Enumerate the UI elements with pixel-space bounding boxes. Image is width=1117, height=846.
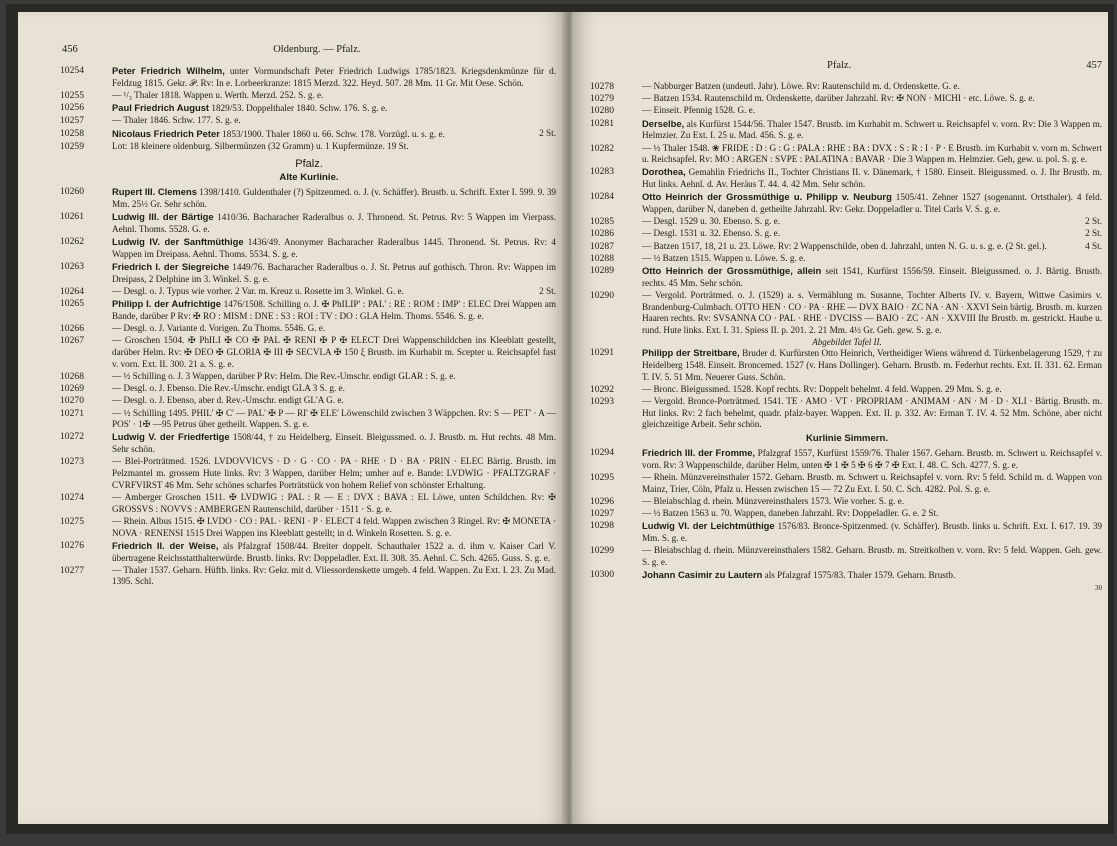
entry-description: 1576/83. Bronce-Spitzenmed. (v. Schäffer). Brustb. links u. Schrift. Ext. I. 617. 19. 39 Mm. S. g. e. xyxy=(642,521,1103,544)
entry-description: Bruder d. Kurfürsten Otto Heinrich, Vertheidiger Wiens während d. Türkenbelagerung 1529, † zu Heidelberg 1548. Einseit. Broncemed. 1527 (v. Hans Dollinger). Geharn. Brustb. m. Federhut rechts. Ext. II. 331. 62. Erman T. IV. 5. 51 Mm. Neuerer Guss. Schön. xyxy=(642,348,1103,382)
entry-description: Lot: 18 kleinere oldenburg. Silbermünzen (32 Gramm) u. 1 Kupfermünze. 19 St. xyxy=(112,140,409,151)
entry-description: 1508/44, † zu Heidelberg. Einseit. Bleigussmed. o. J. Brustb. m. Hut rechts. 48 Mm. Sehr schön. xyxy=(112,432,557,455)
catalog-entry xyxy=(62,540,556,564)
entry-description: — Vergold. Bronce-Porträtmed. 1541. TE · AMO · VT · PROPRIAM · ANIMAM · AN · M · D · XLI · Bärtig. Brustb. m. Hut links. Rv: 2 fach behelmt, quadr. pfalz-bayer. Wappen. Ext. II. p. 332. Av: Erman T. IV. 4. 52 Mm. Schöne, aber nicht gleichzeitige Arbeit. Sehr schön. xyxy=(642,396,1102,430)
entry-description: — Bronc. Bleigussmed. 1528. Kopf rechts. Rv: Doppelt behelmt. 4 feld. Wappen. 29 Mm. S. g. e. xyxy=(642,383,1002,394)
lot-number: 10267 xyxy=(60,335,84,347)
catalog-entry xyxy=(592,241,1102,253)
ruler-name: Derselbe, xyxy=(642,117,685,129)
catalog-entry xyxy=(592,290,1102,337)
lot-number: 10295 xyxy=(590,472,614,484)
lot-number: 10278 xyxy=(590,81,614,92)
entry-description: — ½ Schilling 1495. PHIL' ✠ C' — PAL' ✠ P — RI' ✠ ELE' Löwenschild zwischen 3 Wäppchen. Rv: S — PET' · A — POS' · 1✠ —95 Petrus über getheilt. Wappen. S. g. e. xyxy=(112,407,556,430)
entry-description: — Blei-Porträtmed. 1526. LVDOVVICVS · D · G · CO · PA · RHE · D · BA · PRIN · ELEC Bärtig. Brustb. im Pelzmantel m. grossem Hute links. Rv: 3 Wappen, darüber Helm; umher auf e. Bande: LVDWIG · PFALTZGRAF · CVRFVIRST 46 Mm. Sehr schönes scharfes Porträtstück von hohem Relief von schönster Erhaltung. xyxy=(112,456,556,490)
lot-number: 10258 xyxy=(60,127,84,139)
lot-number: 10284 xyxy=(590,191,614,203)
entry-description: — Desgl. 1531 u. 32. Ebenso. S. g. e. xyxy=(642,228,781,239)
entry-description: 1829/53. Doppelthaler 1840. Schw. 176. S. g. e. xyxy=(211,103,388,114)
catalog-entry xyxy=(62,565,556,588)
catalog-entry xyxy=(62,371,556,383)
lot-number: 10264 xyxy=(60,286,84,298)
lot-number: 10296 xyxy=(590,496,614,507)
lot-number: 10298 xyxy=(590,520,614,532)
lot-number: 10289 xyxy=(590,265,614,277)
catalog-entry xyxy=(592,447,1102,471)
catalog-entry xyxy=(62,286,556,298)
catalog-entry xyxy=(592,228,1102,240)
lot-number: 10292 xyxy=(590,383,614,395)
left-page-number: 456 xyxy=(62,44,78,55)
entry-description: 1476/1508. Schilling o. J. ✠ PhILIP' : PAL' : RE : ROM : IMP' : ELEC Drei Wappen am Bande, darüber P Rv: ✠ RO : MISM : DNE : S3 : ROI : TV : DO : GLA Helm. Thoms. 5546. S. g. e. xyxy=(112,299,556,321)
entry-description: 1505/41. Zehner 1527 (sogenannt. Ortsthaler). 4 feld. Wappen, darüber N, daneben d. getheilte Jahrzahl. Rv: Gekr. Doppeladler u. Titel Carls V. S. g. e. xyxy=(642,192,1102,215)
subsection-alte-kurlinie: Alte Kurlinie. xyxy=(279,172,339,184)
lot-number: 10293 xyxy=(590,396,614,408)
entry-description: 1853/1900. Thaler 1860 u. 66. Schw. 178. Vorzügl. u. s. g. e. xyxy=(222,128,445,139)
catalog-entry xyxy=(62,395,556,407)
section-title-pfalz: Pfalz. xyxy=(295,158,323,171)
entry-description: — ½ Batzen 1515. Wappen u. Löwe. S. g. e. xyxy=(642,252,806,263)
left-page-header xyxy=(62,44,556,55)
catalog-entry xyxy=(592,347,1102,383)
book-spread xyxy=(6,4,1114,834)
lot-number: 10281 xyxy=(590,117,614,129)
ruler-name: Nicolaus Friedrich Peter xyxy=(112,127,220,139)
ruler-name: Peter Friedrich Wilhelm, xyxy=(112,65,225,76)
piece-count: 2 St. xyxy=(1085,216,1102,227)
ruler-name: Philipp der Streitbare, xyxy=(642,347,740,359)
right-running-title: Pfalz. xyxy=(827,60,852,71)
entry-description: 1398/1410. Guldenthaler (?) Spitzenmed. o. J. (v. Schäffer). Brustb. u. Schrift. Exter I. 599. 9. 39 Mm. 25½ Gr. Sehr schön. xyxy=(112,187,557,210)
entry-description: — Thaler 1846. Schw. 177. S. g. e. xyxy=(112,115,241,126)
ruler-name: Friedrich II. der Weise, xyxy=(112,539,219,551)
catalog-entry xyxy=(62,90,556,102)
catalog-entry xyxy=(62,456,556,491)
lot-number: 10265 xyxy=(60,298,84,310)
left-page xyxy=(18,12,566,824)
entry-description: — Thaler 1537. Geharn. Hüftb. links. Rv: Gekr. mit d. Vliessordenskette umgeb. 4 feld. Wappen. Zu Ext. I. 23. Zu Mad. 1395. Schl. xyxy=(112,564,556,587)
entry-description: — Einseit. Pfennig 1528. G. e. xyxy=(642,105,756,116)
entry-description: — Desgl. o. J. Variante d. Vorigen. Zu Thoms. 5546. G. e. xyxy=(112,323,326,334)
lot-number: 10297 xyxy=(590,508,614,520)
entry-description: unter Vormundschaft Peter Friedrich Ludwigs 1785/1823. Kriegsdenkmünze für d. Feldzug 1815. Gekr. 𝒫. Rv: In e. Lorbeerkranze: 1815 Merzd. 322. Heyd. 507. 28 Mm. 11 Gr. Mit Oese. Schön. xyxy=(112,66,556,88)
entry-description: — Groschen 1504. ✠ PhILI ✠ CO ✠ PAL ✠ RENI ✠ P ✠ ELECT Drei Wappenschildchen ins Kleeblatt gestellt, darüber Helm. Rv: ✠ DEO ✠ GLORIA ✠ III ✠ SECVLA ✠ 150 ξ Brustb. im Kurhabit m. Scepter u. Reichsapfel fast v. vorn. Ext. II. 300. 21 a. S. g. e. xyxy=(112,335,556,369)
catalog-entry xyxy=(62,115,556,127)
ruler-name: Dorothea, xyxy=(642,166,686,178)
lot-number: 10282 xyxy=(590,142,614,154)
lot-number: 10254 xyxy=(60,65,84,76)
catalog-entry xyxy=(62,128,556,141)
lot-number: 10273 xyxy=(60,456,84,468)
ruler-name: Ludwig VI. der Leichtmüthige xyxy=(642,520,775,532)
lot-number: 10257 xyxy=(60,115,84,127)
left-entries-pfalz xyxy=(62,186,556,588)
entry-description: — Desgl. o. J. Ebenso. Die Rev.-Umschr. endigt GLA 3 S. g. e. xyxy=(112,383,345,394)
catalog-entry xyxy=(592,191,1102,215)
lot-number: 10286 xyxy=(590,228,614,240)
right-entries-a xyxy=(592,81,1102,337)
catalog-entry xyxy=(592,496,1102,508)
catalog-entry xyxy=(592,384,1102,396)
right-page xyxy=(572,12,1108,824)
catalog-entry xyxy=(62,298,556,322)
entry-description: — ½ Batzen 1563 u. 70. Wappen, daneben Jahrzahl. Rv: Doppeladler. G. e. 2 St. xyxy=(642,508,939,519)
entry-description: — ½ Schilling o. J. 3 Wappen, darüber P Rv: Helm. Die Rev.-Umschr. endigt GLAR : S. g. e. xyxy=(112,370,456,381)
entry-description: als Pfalzgraf 1575/83. Thaler 1579. Geharn. Brustb. xyxy=(764,570,956,581)
lot-number: 10259 xyxy=(60,140,84,152)
catalog-entry xyxy=(592,472,1102,495)
lot-number: 10272 xyxy=(60,431,84,443)
entry-description: — Rhein. Albus 1515. ✠ LVDO · CO : PAL · RENI · P · ELECT 4 feld. Wappen zwischen 3 Ringel. Rv: ✠ MONETA · NOVA · RENENSI 1515 Drei Wappen ins Kleeblatt gestellt; in d. Winkeln Rosetten. S. g. e. xyxy=(112,515,556,538)
entry-description: Gemahlin Friedrichs II., Tochter Christians II. v. Dänemark, † 1580. Einseit. Bleigussmed. o. J. Ihr Brustb. m. Hut links. Aehnl. d. Av. Heräus T. 44. 4. 42 Mm. Sehr schön. xyxy=(642,167,1103,190)
entry-description: 1436/49. Anonymer Bacharacher Raderalbus 1445. Thronend. St. Petrus. Rv: 4 Wappen im Dreipass. Aehnl. Thoms. 5534. S. g. e. xyxy=(112,237,557,259)
catalog-entry xyxy=(62,408,556,431)
catalog-entry xyxy=(62,492,556,515)
entry-description: als Pfalzgraf 1508/44. Breiter doppelt. Schauthaler 1522 a. d. ihm v. Kaiser Carl V. übertragene Reichsstatthalterwürde. Brustb. links. Rv: Doppeladler. Ext. II. 308. 35. Aehnl. C. Sch. 4265. Guss. S. g. e. xyxy=(112,540,556,563)
ruler-name: Otto Heinrich der Grossmüthige, allein xyxy=(642,265,822,277)
lot-number: 10262 xyxy=(60,236,84,248)
catalog-entry xyxy=(592,253,1102,265)
entry-description: Pfalzgraf 1557, Kurfürst 1559/76. Thaler 1567. Geharn. Brustb. m. Schwert u. Reichsapfel v. vorn. Rv: 3 Wappenschilde, darüber Helm, unten ✠ 1 ✠ 5 ✠ 6 ✠ 7 ✠ Ext. I. 48. C. Sch. 4277. S. g. e. xyxy=(642,448,1102,470)
entry-description: — Amberger Groschen 1511. ✠ LVDWIG : PAL : R — E : DVX : BAVA : EL Löwe, unten Schildchen. Rv: ✠ GROSSVS : NOVVS : AMBERGEN Rautenschild, darüber · 1511 · S. g. e. xyxy=(112,492,556,514)
entry-description: — Batzen 1517, 18, 21 u. 23. Löwe. Rv: 2 Wappenschilde, oben d. Jahrzahl, unten N. G. u. s. g. e. (2 St. gel.). xyxy=(642,240,1047,251)
ruler-name: Ludwig III. der Bärtige xyxy=(112,211,214,223)
catalog-entry xyxy=(592,81,1102,93)
catalog-entry xyxy=(592,216,1102,228)
catalog-entry xyxy=(62,261,556,285)
catalog-entry xyxy=(592,520,1102,544)
catalog-entry xyxy=(592,545,1102,568)
ruler-name: Johann Casimir zu Lautern xyxy=(642,569,763,581)
lot-number: 10270 xyxy=(60,395,84,407)
entry-description: — Vergold. Porträtmed. o. J. (1529) a. s. Vermählung m. Susanne, Tochter Alberts IV. v. Bayern, Wittwe Casimirs v. Brandenburg-Culmbach. OTTO HEN · CO · PA · RHE — DVX BAIO · ZC NA · AN · XXVI Sein bärtig. Brustb. m. kurzen Haaren rechts. Rv: SVSANNA CO · PAL · RHE · DVCISS — BAIO · ZC · AN · XXVIII Ihr Brustb. m. gestrickt. Haube u. rund. Hute links. Ext. I. 31. Spiess II. p. 201. 2. 21 Mm. 4½ Gr. Geh. gew. S. g. e. xyxy=(642,289,1102,336)
lot-number: 10268 xyxy=(60,370,84,382)
catalog-entry xyxy=(62,335,556,370)
ruler-name: Otto Heinrich der Grossmüthige u. Philipp v. Neuburg xyxy=(642,191,892,203)
catalog-entry xyxy=(62,141,556,153)
lot-number: 10283 xyxy=(590,166,614,178)
catalog-entry xyxy=(592,166,1102,190)
lot-number: 10277 xyxy=(60,564,84,576)
piece-count: 4 St. xyxy=(1085,240,1102,251)
lot-number: 10299 xyxy=(590,545,614,557)
lot-number: 10287 xyxy=(590,240,614,252)
ruler-name: Friedrich III. der Fromme, xyxy=(642,447,756,459)
lot-number: 10279 xyxy=(590,93,614,105)
entry-description: seit 1541, Kurfürst 1556/59. Einseit. Bleigussmed. o. J. Bärtig. Brustb. rechts. 45 Mm. Sehr schön. xyxy=(642,266,1103,288)
lot-number: 10288 xyxy=(590,252,614,264)
entry-description: 1410/36. Bacharacher Raderalbus o. J. Thronend. St. Petrus. Rv: 5 Wappen im Vierpass. Aehnl. Thoms. 5528. G. e. xyxy=(112,212,556,235)
lot-number: 10260 xyxy=(60,186,84,198)
lot-number: 10294 xyxy=(590,447,614,459)
lot-number: 10255 xyxy=(60,89,84,101)
catalog-entry xyxy=(62,516,556,539)
entry-description: — Desgl. o. J. Typus wie vorher. 2 Var. m. Kreuz u. Rosette im 3. Winkel. G. e. xyxy=(112,286,404,297)
catalog-entry xyxy=(592,396,1102,431)
entry-description: — ½ Thaler 1548. ❀ FRIDE : D : G : G : PALA : RHE : BA : DVX : S : R : I · P · E Brustb. im Kurhabit v. vorn m. Schwert u. Reichsapfel. Rv: MO : ARGEN : SVPE : PALATINA : BAVAR · Die 3 Wappen m. Helmzier. Geh, gew. u. pol. S. g. e. xyxy=(642,142,1102,165)
entry-description: 1449/76. Bacharacher Raderalbus o. J. St. Petrus auf gothisch. Thron. Rv: Wappen im Dreipass, 2 Delphine im 3. Winkel. S. g. e. xyxy=(112,262,556,284)
entry-description: — Rhein. Münzvereinsthaler 1572. Geharn. Brustb. m. Schwert u. Reichsapfel v. vorn. Rv: 5 feld. Schild m. d. Wappen von Mainz, Trier, Cöln, Pfalz u. Hessen zwischen 15 — 72 Zu Ext. I. 50. C. Sch. 4282. Pol. S. g. e. xyxy=(642,472,1102,494)
plate-note: Abgebildet Tafel II. xyxy=(812,337,882,348)
catalog-entry xyxy=(592,508,1102,520)
catalog-entry xyxy=(592,105,1102,117)
catalog-entry xyxy=(62,65,556,89)
entry-description: — Nabburger Batzen (undeutl. Jahr). Löwe. Rv: Rautenschild m. d. Ordenskette. G. e. xyxy=(642,81,960,91)
lot-number: 10300 xyxy=(590,569,614,581)
page-footer-mark: 30 xyxy=(1095,583,1102,592)
piece-count: 2 St. xyxy=(1085,228,1102,239)
lot-number: 10290 xyxy=(590,289,614,301)
entry-description: — Bleiabschlag d. rhein. Münzvereinsthalers 1582. Geharn. Brustb. m. Streitkolben v. vorn. Rv: 5 feld. Wappen. Geh. gew. S. g. e. xyxy=(642,545,1102,568)
entry-description: — ¹/₃ Thaler 1818. Wappen u. Werth. Merzd. 252. S. g. e. xyxy=(112,89,324,100)
piece-count: 2 St. xyxy=(539,127,556,138)
lot-number: 10275 xyxy=(60,515,84,527)
lot-number: 10261 xyxy=(60,211,84,223)
right-page-number: 457 xyxy=(1086,60,1102,71)
ruler-name: Paul Friedrich August xyxy=(112,102,210,114)
lot-number: 10256 xyxy=(60,102,84,114)
catalog-entry xyxy=(62,102,556,115)
lot-number: 10271 xyxy=(60,407,84,419)
entry-description: — Desgl. o. J. Ebenso, aber d. Rev.-Umschr. endigt GL'A G. e. xyxy=(112,395,344,406)
ruler-name: Rupert III. Clemens xyxy=(112,186,197,198)
right-entries-b xyxy=(592,347,1102,431)
lot-number: 10276 xyxy=(60,539,84,551)
lot-number: 10280 xyxy=(590,105,614,117)
lot-number: 10266 xyxy=(60,323,84,335)
lot-number: 10269 xyxy=(60,383,84,395)
lot-number: 10291 xyxy=(590,347,614,359)
catalog-entry xyxy=(62,236,556,260)
ruler-name: Ludwig IV. der Sanftmüthige xyxy=(112,236,244,248)
catalog-entry xyxy=(62,383,556,395)
catalog-entry xyxy=(592,569,1102,582)
lot-number: 10263 xyxy=(60,261,84,273)
catalog-entry xyxy=(62,186,556,210)
entry-description: — Bleiabschlag d. rhein. Münzvereinsthalers 1573. Wie vorher. S. g. e. xyxy=(642,496,905,506)
catalog-entry xyxy=(592,93,1102,105)
left-running-title: Oldenburg. — Pfalz. xyxy=(273,44,361,55)
right-entries-c xyxy=(592,447,1102,582)
lot-number: 10274 xyxy=(60,492,84,503)
piece-count: 2 St. xyxy=(539,286,556,297)
catalog-entry xyxy=(592,265,1102,289)
ruler-name: Ludwig V. der Friedfertige xyxy=(112,431,230,443)
lot-number: 10285 xyxy=(590,216,614,228)
ruler-name: Friedrich I. der Siegreiche xyxy=(112,261,230,273)
entry-description: — Desgl. 1529 u. 30. Ebenso. S. g. e. xyxy=(642,216,781,227)
entry-description: als Kurfürst 1544/56. Thaler 1547. Brustb. im Kurhabit m. Schwert u. Reichsapfel v. vorn. Rv: Die 3 Wappen m. Helmzier. Zu Ext. I. 25 u. Mad. 456. S. g. e. xyxy=(642,118,1103,141)
entry-description: — Batzen 1534. Rautenschild m. Ordenskette, darüber Jahrzahl. Rv: ✠ NON · MICHI · etc. Löwe. S. g. e. xyxy=(642,93,1035,104)
catalog-entry xyxy=(592,143,1102,166)
left-entries-oldenburg xyxy=(62,65,556,152)
catalog-entry xyxy=(62,323,556,335)
catalog-entry xyxy=(62,431,556,455)
catalog-entry xyxy=(62,211,556,235)
catalog-entry xyxy=(592,118,1102,142)
subsection-kurlinie-simmern: Kurlinie Simmern. xyxy=(805,433,889,445)
ruler-name: Philipp I. der Aufrichtige xyxy=(112,298,221,310)
right-page-header xyxy=(592,60,1102,71)
